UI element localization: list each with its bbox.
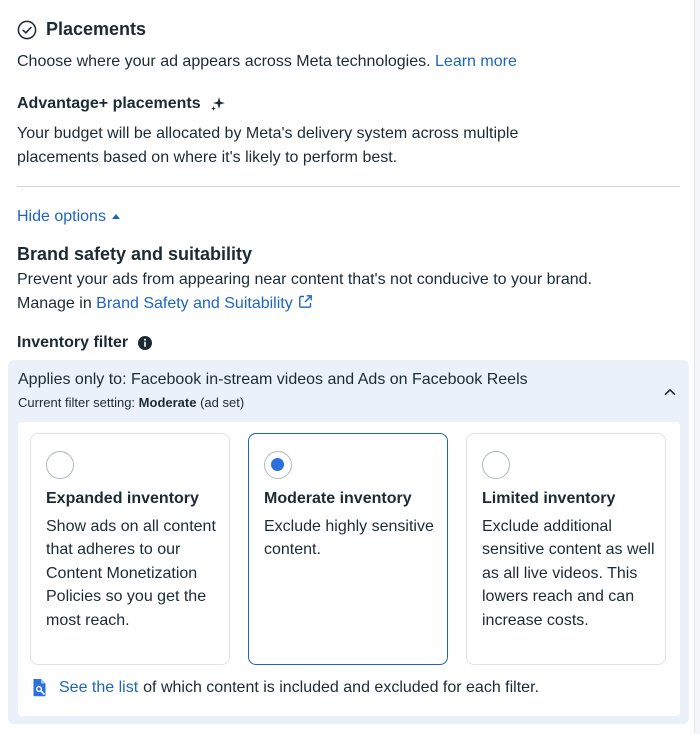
- info-icon[interactable]: [138, 336, 152, 350]
- chevron-up-icon: [663, 385, 677, 399]
- see-list-row: [32, 678, 539, 697]
- current-filter-value: Moderate: [138, 395, 197, 410]
- hide-options-label: Hide options: [17, 208, 106, 225]
- placements-intro-text: Choose where your ad appears across Meta technologies.: [17, 53, 431, 70]
- brand-safety-link-label: Brand Safety and Suitability: [96, 295, 293, 312]
- advantage-placements-description: Your budget will be allocated by Meta's delivery system across multiple placements based on where it's likely to perform best.: [17, 125, 519, 166]
- advantage-placements-title: Advantage+ placements: [17, 95, 201, 112]
- option-title-limited: Limited inventory: [482, 490, 616, 507]
- option-description-limited: Exclude additional sensitive content as well as all live videos. This lowers reach and can increase costs.: [482, 518, 655, 629]
- inventory-applies-text: Applies only to: Facebook in-stream videos and Ads on Facebook Reels: [18, 371, 528, 388]
- radio-expanded[interactable]: [46, 451, 74, 479]
- brand-safety-manage-prefix: Manage in: [17, 295, 92, 312]
- inventory-filter-title: Inventory filter: [17, 334, 129, 351]
- option-description-moderate: Exclude highly sensitive content.: [264, 518, 434, 559]
- document-search-icon: [32, 678, 49, 697]
- current-filter-label: Current filter setting:: [18, 395, 136, 410]
- learn-more-link[interactable]: Learn more: [435, 53, 517, 70]
- placements-header: [17, 19, 146, 40]
- scrollbar-track[interactable]: [694, 0, 700, 734]
- current-filter-setting: [18, 395, 244, 410]
- brand-safety-description: [17, 268, 677, 316]
- inventory-options-container: [18, 422, 680, 716]
- current-filter-suffix: (ad set): [200, 395, 245, 410]
- see-list-suffix: of which content is included and excluded for each filter.: [143, 678, 539, 696]
- hide-options-toggle[interactable]: [17, 208, 120, 226]
- inventory-option-moderate[interactable]: [248, 433, 448, 665]
- inventory-option-expanded[interactable]: [30, 433, 230, 665]
- radio-selected-dot: [271, 458, 284, 471]
- placements-title: Placements: [46, 19, 147, 39]
- section-divider: [17, 186, 680, 187]
- check-circle-icon: [17, 20, 37, 40]
- inventory-filter-heading: [17, 334, 152, 352]
- option-description-expanded: Show ads on all content that adheres to our Content Monetization Policies so you get the most reach.: [46, 518, 216, 629]
- brand-safety-description-text: Prevent your ads from appearing near content that's not conducive to your brand.: [17, 271, 592, 288]
- see-the-list-link[interactable]: See the list: [59, 678, 139, 696]
- radio-moderate[interactable]: [264, 451, 292, 479]
- brand-safety-title: Brand safety and suitability: [17, 244, 253, 264]
- option-title-moderate: Moderate inventory: [264, 490, 412, 507]
- option-title-expanded: Expanded inventory: [46, 490, 199, 507]
- radio-limited[interactable]: [482, 451, 510, 479]
- sparkle-icon: [210, 96, 226, 112]
- advantage-placements-heading: [17, 95, 226, 113]
- inventory-filter-panel: [8, 360, 689, 724]
- collapse-panel-button[interactable]: [660, 382, 680, 402]
- placements-intro: [17, 53, 517, 71]
- brand-safety-link[interactable]: [96, 295, 313, 312]
- external-link-icon: [298, 293, 313, 308]
- caret-up-icon: [112, 214, 120, 219]
- inventory-option-limited[interactable]: [466, 433, 666, 665]
